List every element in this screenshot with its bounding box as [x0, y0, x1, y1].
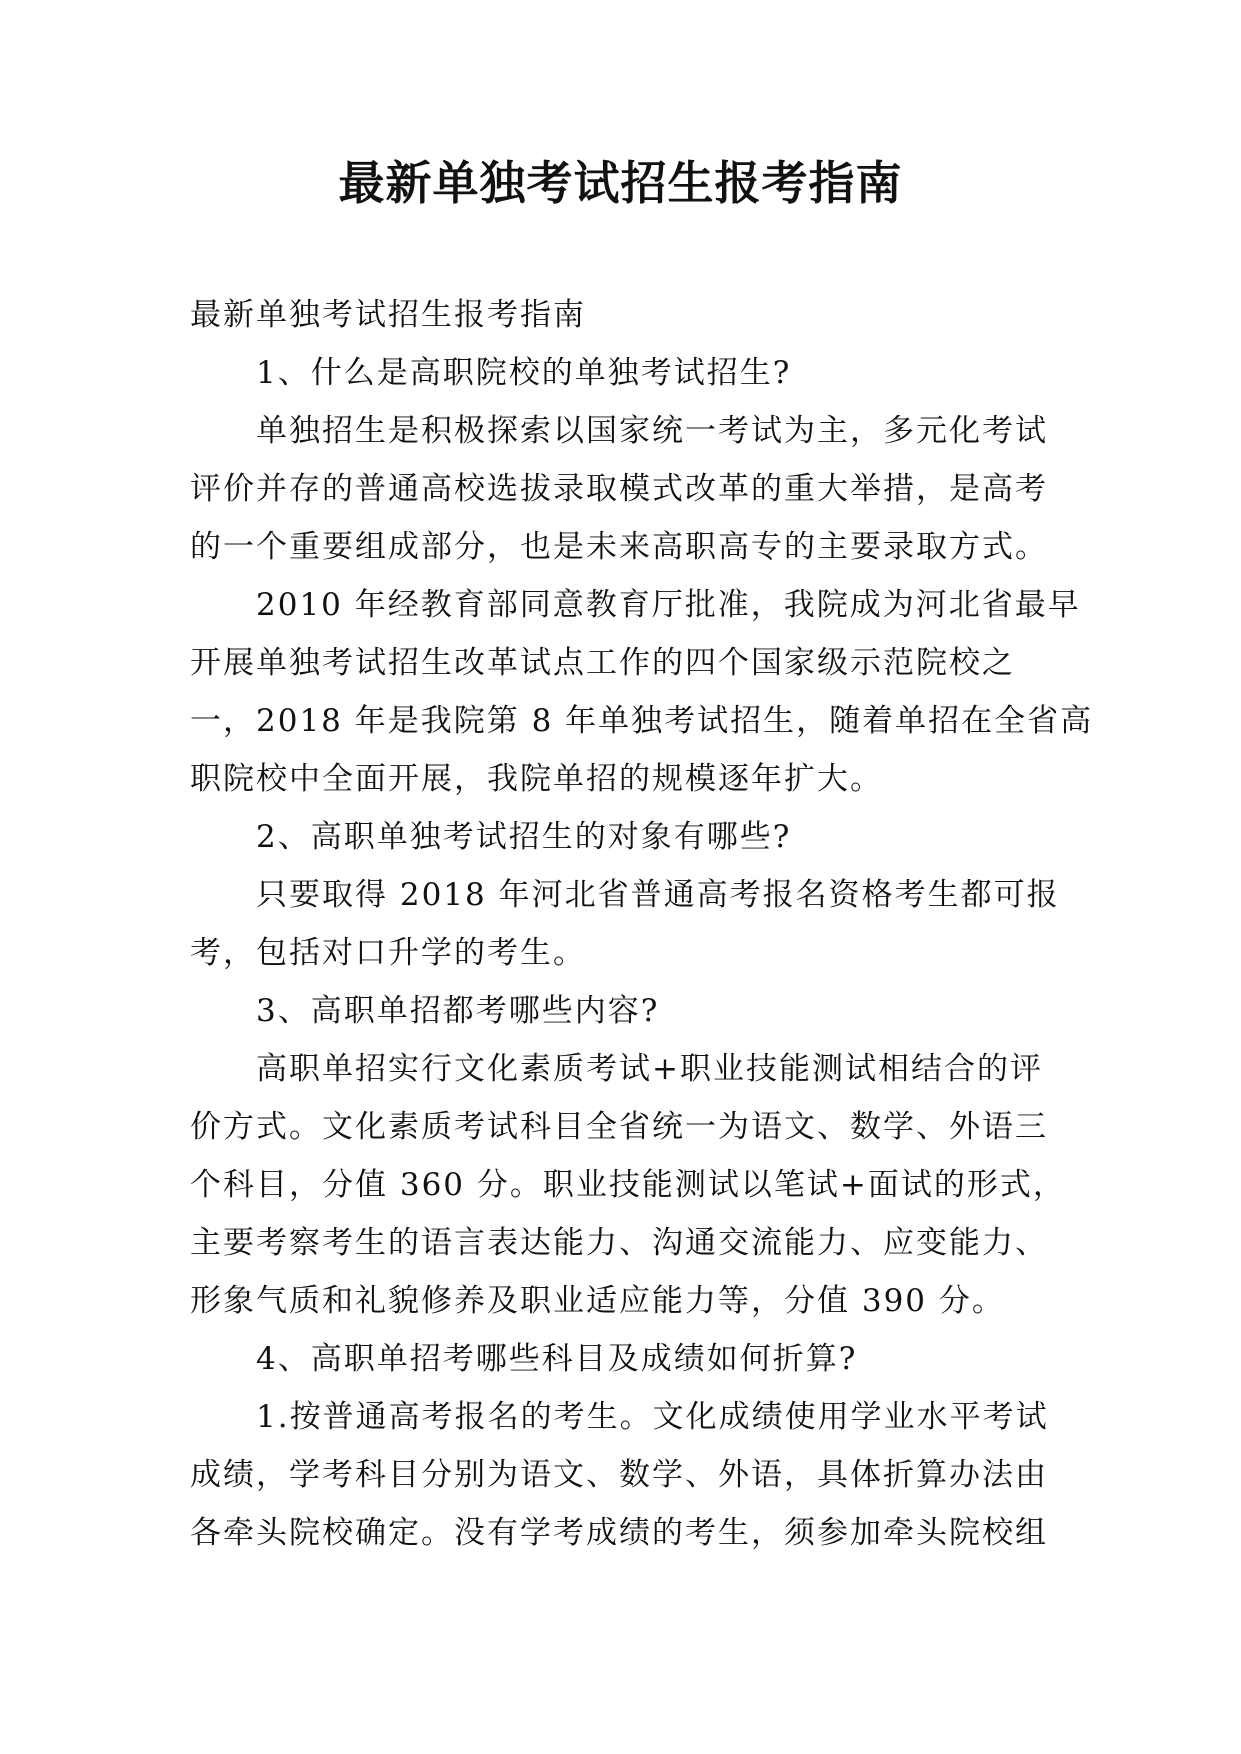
text-line: 2、高职单独考试招生的对象有哪些? — [256, 819, 792, 855]
text-line: 高职单招实行文化素质考试+职业技能测试相结合的评 — [256, 1051, 1043, 1087]
document-body — [190, 286, 1094, 1562]
text-line: 各牵头院校确定。没有学考成绩的考生，须参加牵头院校组 — [190, 1515, 1048, 1551]
text-line: 成绩，学考科目分别为语文、数学、外语，具体折算办法由 — [190, 1457, 1048, 1493]
text-line: 只要取得 2018 年河北省普通高考报名资格考生都可报 — [256, 877, 1060, 913]
text-line: 评价并存的普通高校选拔录取模式改革的重大举措，是高考 — [190, 471, 1048, 507]
text-line: 价方式。文化素质考试科目全省统一为语文、数学、外语三 — [190, 1109, 1048, 1145]
text-line: 单独招生是积极探索以国家统一考试为主，多元化考试 — [256, 413, 1048, 449]
text-line: 3、高职单招都考哪些内容? — [256, 993, 660, 1029]
text-line: 形象气质和礼貌修养及职业适应能力等，分值 390 分。 — [190, 1283, 1005, 1319]
text-line: 个科目，分值 360 分。职业技能测试以笔试+面试的形式， — [190, 1167, 1066, 1203]
text-line: 的一个重要组成部分，也是未来高职高专的主要录取方式。 — [190, 529, 1048, 565]
document-title: 最新单独考试招生报考指南 — [338, 156, 903, 210]
text-line: 考，包括对口升学的考生。 — [190, 935, 586, 971]
text-line: 主要考察考生的语言表达能力、沟通交流能力、应变能力、 — [190, 1225, 1048, 1261]
text-line: 4、高职单招考哪些科目及成绩如何折算? — [256, 1341, 858, 1377]
text-line: 最新单独考试招生报考指南 — [190, 297, 586, 333]
text-line: 2010 年经教育部同意教育厅批准，我院成为河北省最早 — [256, 587, 1081, 623]
text-line: 1、什么是高职院校的单独考试招生? — [256, 355, 792, 391]
text-line: 1.按普通高考报名的考生。文化成绩使用学业水平考试 — [256, 1399, 1049, 1435]
text-line: 职院校中全面开展，我院单招的规模逐年扩大。 — [190, 761, 883, 797]
text-line: 开展单独考试招生改革试点工作的四个国家级示范院校之 — [190, 645, 1015, 681]
text-line: 一，2018 年是我院第 8 年单独考试招生，随着单招在全省高 — [190, 703, 1094, 739]
